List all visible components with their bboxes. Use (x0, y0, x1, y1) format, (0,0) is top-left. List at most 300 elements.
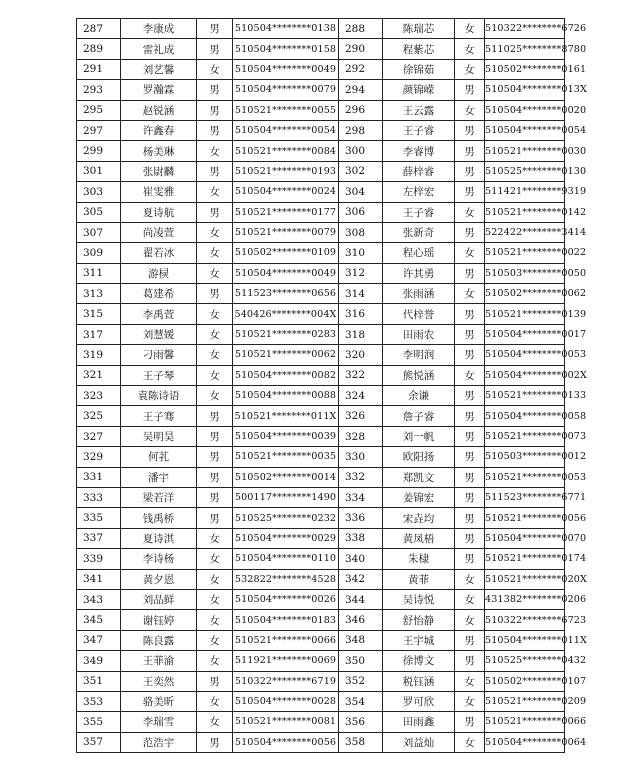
table-row (77, 528, 565, 548)
student-name-left: 吴明昊 (121, 426, 197, 446)
student-id-number-right: 510521********0066 (485, 712, 565, 732)
student-name-left: 夏诗航 (121, 202, 197, 222)
student-gender-right: 女 (455, 365, 485, 385)
student-name-right: 程心瑶 (383, 243, 455, 263)
table-row (77, 100, 565, 120)
student-gender-right: 男 (455, 467, 485, 487)
student-gender-right: 女 (455, 202, 485, 222)
student-id-number-left: 510525********0232 (233, 508, 339, 528)
student-gender-left: 男 (197, 100, 233, 120)
table-row (77, 732, 565, 752)
student-id-number-right: 511025********8780 (485, 39, 565, 59)
student-id-number-right: 510521********0022 (485, 243, 565, 263)
student-name-left: 李禹萱 (121, 304, 197, 324)
student-id-number-right: 510504********011X (485, 630, 565, 650)
table-row (77, 406, 565, 426)
student-name-right: 熊悦涵 (383, 365, 455, 385)
student-gender-left: 男 (197, 467, 233, 487)
student-number-left: 297 (77, 120, 121, 140)
student-id-number-right: 510521********0053 (485, 467, 565, 487)
table-row (77, 549, 565, 569)
student-id-number-left: 510504********0049 (233, 59, 339, 79)
student-name-right: 颜锦嵘 (383, 80, 455, 100)
student-name-left: 王子骞 (121, 406, 197, 426)
student-name-left: 黄夕恩 (121, 569, 197, 589)
student-name-left: 夏诗淇 (121, 528, 197, 548)
student-number-right: 338 (339, 528, 383, 548)
student-name-left: 刘品鲜 (121, 589, 197, 609)
student-id-number-right: 511421********9319 (485, 182, 565, 202)
student-gender-right: 女 (455, 59, 485, 79)
student-gender-right: 男 (455, 549, 485, 569)
student-id-number-left: 510504********0082 (233, 365, 339, 385)
student-gender-right: 男 (455, 263, 485, 283)
student-id-number-right: 510322********6723 (485, 610, 565, 630)
student-number-right: 324 (339, 386, 383, 406)
student-name-left: 袁陈诗语 (121, 386, 197, 406)
student-name-right: 徐博文 (383, 651, 455, 671)
student-id-number-left: 532822********4528 (233, 569, 339, 589)
student-name-left: 葛建希 (121, 284, 197, 304)
student-gender-left: 女 (197, 345, 233, 365)
student-gender-left: 女 (197, 589, 233, 609)
student-name-right: 王子睿 (383, 202, 455, 222)
student-number-left: 301 (77, 161, 121, 181)
student-id-number-left: 510504********0029 (233, 528, 339, 548)
student-number-right: 294 (339, 80, 383, 100)
student-id-number-right: 510521********0209 (485, 691, 565, 711)
student-number-left: 355 (77, 712, 121, 732)
student-number-right: 356 (339, 712, 383, 732)
student-gender-right: 女 (455, 671, 485, 691)
student-id-number-left: 510504********0039 (233, 426, 339, 446)
student-number-right: 358 (339, 732, 383, 752)
student-id-number-left: 510521********0055 (233, 100, 339, 120)
student-gender-right: 男 (455, 345, 485, 365)
student-name-right: 欧阳扬 (383, 447, 455, 467)
student-name-left: 李康成 (121, 19, 197, 39)
student-gender-left: 男 (197, 732, 233, 752)
student-gender-left: 女 (197, 324, 233, 344)
student-name-left: 刘慧媛 (121, 324, 197, 344)
student-number-right: 322 (339, 365, 383, 385)
student-gender-left: 女 (197, 59, 233, 79)
student-number-left: 345 (77, 610, 121, 630)
table-row (77, 386, 565, 406)
student-name-left: 雷礼成 (121, 39, 197, 59)
student-gender-right: 男 (455, 487, 485, 507)
student-name-right: 田雨鑫 (383, 712, 455, 732)
table-row (77, 59, 565, 79)
student-id-number-left: 510521********0066 (233, 630, 339, 650)
student-name-left: 潘宇 (121, 467, 197, 487)
student-name-right: 罗可欣 (383, 691, 455, 711)
student-name-right: 程紫芯 (383, 39, 455, 59)
student-gender-left: 女 (197, 182, 233, 202)
student-gender-right: 男 (455, 651, 485, 671)
student-name-left: 尚凌萱 (121, 222, 197, 242)
student-name-left: 王子琴 (121, 365, 197, 385)
student-gender-left: 男 (197, 120, 233, 140)
student-number-left: 325 (77, 406, 121, 426)
student-number-left: 337 (77, 528, 121, 548)
table-row (77, 426, 565, 446)
student-id-number-left: 510504********0056 (233, 732, 339, 752)
student-number-left: 341 (77, 569, 121, 589)
student-number-right: 310 (339, 243, 383, 263)
student-gender-right: 男 (455, 406, 485, 426)
student-gender-right: 女 (455, 569, 485, 589)
student-id-number-left: 510521********0177 (233, 202, 339, 222)
student-id-number-left: 510521********0081 (233, 712, 339, 732)
student-name-left: 谢钰婷 (121, 610, 197, 630)
student-id-number-right: 510503********0012 (485, 447, 565, 467)
student-id-number-right: 510525********0432 (485, 651, 565, 671)
table-row (77, 569, 565, 589)
student-name-left: 许鑫春 (121, 120, 197, 140)
student-id-number-right: 510521********0056 (485, 508, 565, 528)
student-id-number-left: 510504********0138 (233, 19, 339, 39)
student-name-right: 吴诗悦 (383, 589, 455, 609)
student-number-left: 335 (77, 508, 121, 528)
table-row (77, 671, 565, 691)
student-gender-left: 男 (197, 19, 233, 39)
student-gender-left: 男 (197, 284, 233, 304)
student-number-right: 288 (339, 19, 383, 39)
student-gender-left: 女 (197, 569, 233, 589)
student-name-right: 张新奇 (383, 222, 455, 242)
student-gender-left: 女 (197, 386, 233, 406)
student-name-right: 黄凤梧 (383, 528, 455, 548)
table-row (77, 284, 565, 304)
table-row (77, 39, 565, 59)
table-row (77, 467, 565, 487)
student-number-right: 302 (339, 161, 383, 181)
student-name-left: 杨美琳 (121, 141, 197, 161)
student-id-number-left: 510504********0054 (233, 120, 339, 140)
student-id-number-right: 510521********0139 (485, 304, 565, 324)
student-id-number-right: 510504********0070 (485, 528, 565, 548)
student-gender-right: 女 (455, 19, 485, 39)
student-name-left: 李瑞雪 (121, 712, 197, 732)
student-id-number-left: 510521********0193 (233, 161, 339, 181)
student-number-left: 327 (77, 426, 121, 446)
student-number-left: 307 (77, 222, 121, 242)
student-number-left: 339 (77, 549, 121, 569)
student-gender-right: 男 (455, 182, 485, 202)
student-gender-right: 女 (455, 589, 485, 609)
student-number-right: 314 (339, 284, 383, 304)
student-id-number-right: 510521********0030 (485, 141, 565, 161)
student-id-number-right: 510521********0174 (485, 549, 565, 569)
student-id-number-left: 540426********004X (233, 304, 339, 324)
table-row (77, 447, 565, 467)
student-name-left: 罗瀚霖 (121, 80, 197, 100)
student-gender-left: 男 (197, 508, 233, 528)
student-name-right: 税钰涵 (383, 671, 455, 691)
student-gender-left: 男 (197, 406, 233, 426)
roster-sheet (76, 18, 587, 753)
student-number-right: 334 (339, 487, 383, 507)
student-number-right: 312 (339, 263, 383, 283)
student-gender-right: 男 (455, 508, 485, 528)
table-row (77, 487, 565, 507)
student-number-left: 331 (77, 467, 121, 487)
student-name-right: 陈瑞芯 (383, 19, 455, 39)
student-number-right: 290 (339, 39, 383, 59)
student-id-number-left: 510504********0026 (233, 589, 339, 609)
student-gender-right: 男 (455, 80, 485, 100)
student-number-left: 291 (77, 59, 121, 79)
student-number-right: 332 (339, 467, 383, 487)
student-gender-right: 男 (455, 426, 485, 446)
student-id-number-left: 510504********0158 (233, 39, 339, 59)
table-row (77, 589, 565, 609)
student-name-right: 郑凯文 (383, 467, 455, 487)
student-gender-right: 男 (455, 447, 485, 467)
student-gender-right: 女 (455, 39, 485, 59)
student-id-number-right: 511523********6771 (485, 487, 565, 507)
student-name-right: 左梓宏 (383, 182, 455, 202)
table-row (77, 141, 565, 161)
student-id-number-left: 510521********0084 (233, 141, 339, 161)
student-number-right: 298 (339, 120, 383, 140)
student-number-left: 313 (77, 284, 121, 304)
student-id-number-right: 510521********0133 (485, 386, 565, 406)
roster-table (76, 18, 587, 753)
student-id-number-left: 510504********0049 (233, 263, 339, 283)
student-id-number-left: 511523********0656 (233, 284, 339, 304)
student-number-left: 305 (77, 202, 121, 222)
student-number-left: 351 (77, 671, 121, 691)
table-row (77, 182, 565, 202)
student-id-number-left: 510322********6719 (233, 671, 339, 691)
student-number-right: 354 (339, 691, 383, 711)
student-gender-left: 女 (197, 304, 233, 324)
table-row (77, 304, 565, 324)
student-gender-left: 女 (197, 243, 233, 263)
table-row (77, 691, 565, 711)
student-number-right: 336 (339, 508, 383, 528)
student-name-right: 黄菲 (383, 569, 455, 589)
student-number-left: 295 (77, 100, 121, 120)
roster-body (77, 19, 587, 753)
student-number-left: 319 (77, 345, 121, 365)
table-row (77, 324, 565, 344)
student-id-number-left: 510521********0062 (233, 345, 339, 365)
student-number-right: 318 (339, 324, 383, 344)
student-gender-right: 女 (455, 243, 485, 263)
student-name-left: 王菲渝 (121, 651, 197, 671)
student-number-left: 321 (77, 365, 121, 385)
student-name-left: 李诗杨 (121, 549, 197, 569)
table-row (77, 345, 565, 365)
student-name-left: 王奕然 (121, 671, 197, 691)
student-id-number-left: 510502********0014 (233, 467, 339, 487)
student-gender-right: 男 (455, 304, 485, 324)
table-row (77, 365, 565, 385)
student-gender-right: 女 (455, 732, 485, 752)
student-name-right: 詹子睿 (383, 406, 455, 426)
student-gender-right: 男 (455, 141, 485, 161)
student-gender-left: 女 (197, 651, 233, 671)
student-name-right: 薛梓睿 (383, 161, 455, 181)
student-name-right: 王云露 (383, 100, 455, 120)
student-name-right: 张雨涵 (383, 284, 455, 304)
student-id-number-left: 510504********0024 (233, 182, 339, 202)
table-row (77, 263, 565, 283)
student-name-right: 宋垚均 (383, 508, 455, 528)
student-gender-right: 女 (455, 691, 485, 711)
student-number-left: 347 (77, 630, 121, 650)
student-number-right: 342 (339, 569, 383, 589)
student-number-right: 328 (339, 426, 383, 446)
student-id-number-left: 500117********1490 (233, 487, 339, 507)
student-name-right: 刘一帆 (383, 426, 455, 446)
student-id-number-right: 510504********0053 (485, 345, 565, 365)
student-number-right: 304 (339, 182, 383, 202)
student-name-right: 王宇城 (383, 630, 455, 650)
student-id-number-right: 510504********0064 (485, 732, 565, 752)
student-name-left: 赵锐涵 (121, 100, 197, 120)
student-gender-left: 男 (197, 671, 233, 691)
student-number-right: 352 (339, 671, 383, 691)
table-row (77, 120, 565, 140)
student-gender-left: 女 (197, 691, 233, 711)
student-number-right: 320 (339, 345, 383, 365)
student-number-left: 323 (77, 386, 121, 406)
student-number-right: 344 (339, 589, 383, 609)
table-row (77, 243, 565, 263)
student-id-number-right: 510521********020X (485, 569, 565, 589)
student-gender-right: 男 (455, 120, 485, 140)
student-name-left: 何芤 (121, 447, 197, 467)
student-number-right: 296 (339, 100, 383, 120)
table-row (77, 222, 565, 242)
student-gender-left: 女 (197, 141, 233, 161)
student-number-left: 311 (77, 263, 121, 283)
student-number-left: 287 (77, 19, 121, 39)
student-number-left: 343 (77, 589, 121, 609)
student-gender-left: 男 (197, 80, 233, 100)
student-number-left: 289 (77, 39, 121, 59)
table-row (77, 651, 565, 671)
student-id-number-left: 510521********0035 (233, 447, 339, 467)
student-number-left: 333 (77, 487, 121, 507)
table-row (77, 80, 565, 100)
student-number-right: 316 (339, 304, 383, 324)
student-number-right: 348 (339, 630, 383, 650)
student-gender-right: 男 (455, 630, 485, 650)
student-name-left: 骆美昕 (121, 691, 197, 711)
student-number-left: 353 (77, 691, 121, 711)
student-id-number-right: 510504********0020 (485, 100, 565, 120)
student-name-left: 范浩宇 (121, 732, 197, 752)
student-gender-right: 男 (455, 528, 485, 548)
student-id-number-right: 510502********0107 (485, 671, 565, 691)
student-id-number-left: 510504********0079 (233, 80, 339, 100)
student-id-number-left: 510504********0110 (233, 549, 339, 569)
student-id-number-right: 510521********0073 (485, 426, 565, 446)
student-gender-left: 女 (197, 712, 233, 732)
student-id-number-right: 510504********002X (485, 365, 565, 385)
student-number-right: 350 (339, 651, 383, 671)
student-name-left: 游棂 (121, 263, 197, 283)
student-gender-left: 女 (197, 549, 233, 569)
student-gender-left: 女 (197, 528, 233, 548)
student-id-number-right: 510504********0054 (485, 120, 565, 140)
student-name-left: 陈良露 (121, 630, 197, 650)
table-row (77, 712, 565, 732)
student-id-number-left: 510521********0079 (233, 222, 339, 242)
student-number-right: 306 (339, 202, 383, 222)
student-gender-left: 女 (197, 365, 233, 385)
student-name-right: 刘益灿 (383, 732, 455, 752)
student-gender-right: 男 (455, 712, 485, 732)
student-id-number-right: 522422********3414 (485, 222, 565, 242)
student-number-right: 292 (339, 59, 383, 79)
student-gender-left: 男 (197, 202, 233, 222)
table-row (77, 610, 565, 630)
student-id-number-right: 431382********0206 (485, 589, 565, 609)
student-id-number-left: 510502********0109 (233, 243, 339, 263)
student-gender-left: 女 (197, 263, 233, 283)
student-number-right: 346 (339, 610, 383, 630)
student-gender-left: 女 (197, 610, 233, 630)
student-id-number-left: 510504********0183 (233, 610, 339, 630)
student-gender-left: 男 (197, 487, 233, 507)
student-id-number-right: 510322********6726 (485, 19, 565, 39)
student-name-right: 舒怡静 (383, 610, 455, 630)
student-id-number-right: 510504********0017 (485, 324, 565, 344)
student-id-number-left: 510521********0283 (233, 324, 339, 344)
student-gender-right: 男 (455, 222, 485, 242)
student-name-right: 李睿博 (383, 141, 455, 161)
student-name-right: 朱棣 (383, 549, 455, 569)
student-gender-left: 男 (197, 447, 233, 467)
student-gender-right: 男 (455, 161, 485, 181)
student-name-right: 余谦 (383, 386, 455, 406)
student-number-left: 299 (77, 141, 121, 161)
student-id-number-left: 510521********011X (233, 406, 339, 426)
student-name-left: 翟若冰 (121, 243, 197, 263)
student-number-left: 303 (77, 182, 121, 202)
student-name-left: 刘艺馨 (121, 59, 197, 79)
student-id-number-right: 510504********0058 (485, 406, 565, 426)
student-id-number-left: 510504********0028 (233, 691, 339, 711)
student-number-left: 293 (77, 80, 121, 100)
student-gender-right: 男 (455, 324, 485, 344)
student-id-number-left: 511921********0069 (233, 651, 339, 671)
student-number-right: 340 (339, 549, 383, 569)
student-name-left: 梁若洋 (121, 487, 197, 507)
table-row (77, 19, 565, 39)
student-number-left: 317 (77, 324, 121, 344)
student-number-left: 309 (77, 243, 121, 263)
student-id-number-right: 510525********0130 (485, 161, 565, 181)
student-id-number-right: 510502********0161 (485, 59, 565, 79)
student-number-left: 329 (77, 447, 121, 467)
student-name-right: 许其勇 (383, 263, 455, 283)
student-number-right: 326 (339, 406, 383, 426)
student-gender-left: 女 (197, 630, 233, 650)
table-row (77, 508, 565, 528)
student-gender-left: 男 (197, 161, 233, 181)
student-id-number-right: 510504********013X (485, 80, 565, 100)
student-gender-right: 女 (455, 610, 485, 630)
student-name-right: 王子睿 (383, 120, 455, 140)
student-number-left: 357 (77, 732, 121, 752)
